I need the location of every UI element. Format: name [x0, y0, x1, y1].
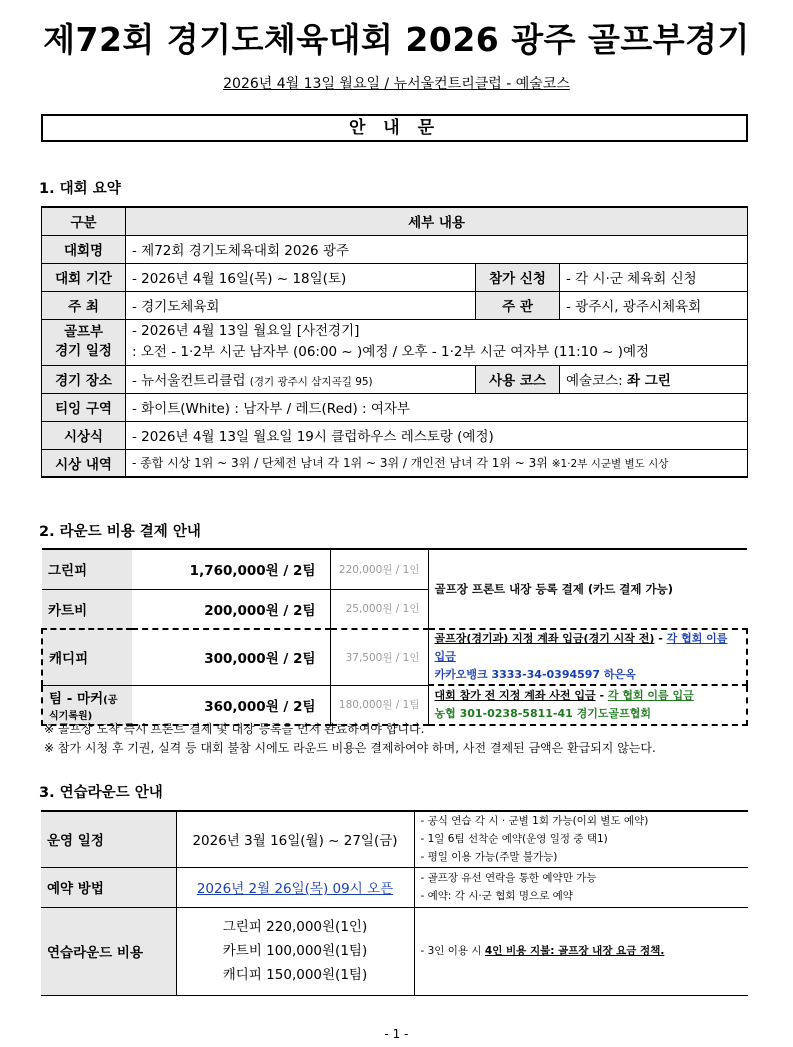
practice-cost-note-b: 4인 비용 지불: 골프장 내장 요금 정책. [484, 945, 665, 957]
host-label: 주 최 [42, 291, 126, 319]
award-detail-value [126, 449, 748, 477]
course-label: 사용 코스 [476, 365, 560, 393]
practice-costs [176, 907, 414, 995]
period-value: - 2026년 4월 16일(목) ~ 18일(토) [126, 263, 476, 291]
golf-schedule-value [126, 319, 748, 365]
apply-label: 참가 신청 [476, 263, 560, 291]
caddie-payment-note [428, 629, 747, 685]
fee-label-green: 그린피 [42, 549, 132, 589]
practice-cost-cart: 카트비 100,000원(1팀) [222, 943, 368, 959]
practice-period-note-3: - 평일 이용 가능(주말 불가능) [420, 851, 558, 864]
col-header-category: 구분 [42, 207, 126, 235]
section-summary-heading: 1. 대회 요약 [39, 181, 121, 197]
fee-per-cart: 25,000원 / 1인 [330, 589, 428, 629]
fee-amount-green: 1,760,000원 / 2팀 [132, 549, 330, 589]
host-value: - 경기도체육회 [126, 291, 476, 319]
practice-period-note-1: - 공식 연습 각 시 · 군별 1회 가능(이외 별도 예약) [420, 815, 649, 828]
fee-label-caddie: 캐디피 [42, 629, 132, 685]
practice-period-value: 2026년 3월 16일(월) ~ 27일(금) [176, 811, 414, 867]
fee-per-green: 220,000원 / 1인 [330, 549, 428, 589]
marker-account: 농협 301-0238-5811-41 경기도골프협회 [434, 707, 651, 720]
award-detail-label: 시상 내역 [42, 449, 126, 477]
venue-label: 경기 장소 [42, 365, 126, 393]
practice-period-note-2: - 1일 6팀 선착순 예약(운영 일정 중 택1) [420, 833, 608, 846]
booking-open-date: 2026년 2월 26일(목) 09시 오픈 [176, 867, 414, 907]
venue-address: (경기 광주시 삼지곡길 95) [249, 376, 373, 388]
golf-schedule-line2: : 오전 - 1·2부 시군 남자부 (06:00 ~ )예정 / 오후 - 1·2부 시군 여자부 (11:10 ~ )예정 [132, 344, 650, 360]
booking-note-1: - 골프장 유선 연락을 통한 예약만 가능 [420, 872, 597, 884]
page-number: - 1 - [384, 1027, 409, 1041]
caddie-note-sep: - [654, 632, 667, 645]
practice-cost-note-a: - 3인 이용 시 [420, 945, 485, 957]
fee-per-marker: 180,000원 / 1팀 [330, 685, 428, 725]
tee-value: - 화이트(White) : 남자부 / 레드(Red) : 여자부 [126, 393, 748, 421]
fee-amount-marker: 360,000원 / 2팀 [132, 685, 330, 725]
award-detail-note: ※1·2부 시군별 별도 시상 [551, 458, 669, 471]
fee-note-1: ※ 골프장 도착 즉시 프론트 결제 및 내장 등록을 먼저 완료하여야 합니다. [44, 722, 425, 736]
fee-label-cart: 카트비 [42, 589, 132, 629]
section-fees-heading: 2. 라운드 비용 결제 안내 [39, 524, 201, 540]
golf-schedule-label-2: 경기 일정 [55, 343, 112, 359]
fees-table [41, 548, 748, 726]
apply-value: - 각 시·군 체육회 신청 [560, 263, 748, 291]
marker-note-main: 대회 참가 전 지정 계좌 사전 입금 [434, 689, 596, 702]
marker-payment-note [428, 685, 747, 725]
course-value [560, 365, 748, 393]
period-label: 대회 기간 [42, 263, 126, 291]
practice-period-notes [414, 811, 748, 867]
organizer-value: - 광주시, 광주시체육회 [560, 291, 748, 319]
col-header-detail: 세부 내용 [126, 207, 748, 235]
fee-label-marker-small: (공식기록원) [49, 694, 118, 722]
practice-period-label: 운영 일정 [41, 811, 176, 867]
section-practice-heading: 3. 연습라운드 안내 [39, 785, 163, 801]
caddie-note-deposit: 각 협회 이름 입금 [434, 632, 728, 663]
event-name-label: 대회명 [42, 235, 126, 263]
marker-note-deposit: 각 협회 이름 입금 [607, 689, 694, 702]
caddie-note-main: 골프장(경기과) 지정 계좌 입금(경기 시작 전) [434, 632, 655, 645]
front-desk-note: 골프장 프론트 내장 등록 결제 (카드 결제 가능) [428, 549, 747, 629]
fee-label-marker-text: 팀 - 마커 [49, 690, 104, 707]
fee-label-marker [42, 685, 132, 725]
event-name-value: - 제72회 경기도체육대회 2026 광주 [126, 235, 748, 263]
fee-amount-caddie: 300,000원 / 2팀 [132, 629, 330, 685]
course-green: 좌 그린 [627, 373, 671, 389]
booking-note-2: - 예약: 각 시·군 협회 명으로 예약 [420, 890, 573, 902]
booking-label: 예약 방법 [41, 867, 176, 907]
summary-table [41, 206, 748, 478]
golf-schedule-label-1: 골프부 [63, 324, 104, 340]
award-ceremony-value: - 2026년 4월 13일 월요일 19시 클럽하우스 레스토랑 (예정) [126, 421, 748, 449]
practice-cost-green: 그린피 220,000원(1인) [222, 919, 368, 935]
event-subtitle: 2026년 4월 13일 월요일 / 뉴서울컨트리클럽 - 예술코스 [223, 76, 570, 92]
marker-note-sep: - [595, 689, 608, 702]
fee-per-caddie: 37,500원 / 1인 [330, 629, 428, 685]
practice-cost-note [414, 907, 748, 995]
golf-schedule-line1: - 2026년 4월 13일 월요일 [사전경기] [132, 323, 360, 339]
practice-cost-caddie: 캐디피 150,000원(1팀) [222, 967, 368, 983]
course-prefix: 예술코스: [566, 373, 628, 389]
notice-heading: 안 내 문 [41, 114, 748, 142]
fee-amount-cart: 200,000원 / 2팀 [132, 589, 330, 629]
fee-notes [44, 720, 656, 758]
fee-note-2: ※ 참가 시청 후 기권, 실격 등 대회 불참 시에도 라운드 비용은 결제하여야 하며, 사전 결제된 금액은 환급되지 않는다. [44, 741, 656, 755]
venue-name: - 뉴서울컨트리클럽 [132, 373, 246, 389]
award-detail-text: - 종합 시상 1위 ~ 3위 / 단체전 남녀 각 1위 ~ 3위 / 개인전 남녀 각 1위 ~ 3위 [132, 456, 548, 471]
practice-cost-label: 연습라운드 비용 [41, 907, 176, 995]
golf-schedule-label [42, 319, 126, 365]
page-title: 제72회 경기도체육대회 2026 광주 골프부경기 [43, 20, 750, 59]
venue-value [126, 365, 476, 393]
organizer-label: 주 관 [476, 291, 560, 319]
tee-label: 티잉 구역 [42, 393, 126, 421]
booking-notes [414, 867, 748, 907]
practice-table [41, 810, 748, 996]
caddie-account: 카카오뱅크 3333-34-0394597 하은옥 [434, 668, 636, 681]
award-ceremony-label: 시상식 [42, 421, 126, 449]
